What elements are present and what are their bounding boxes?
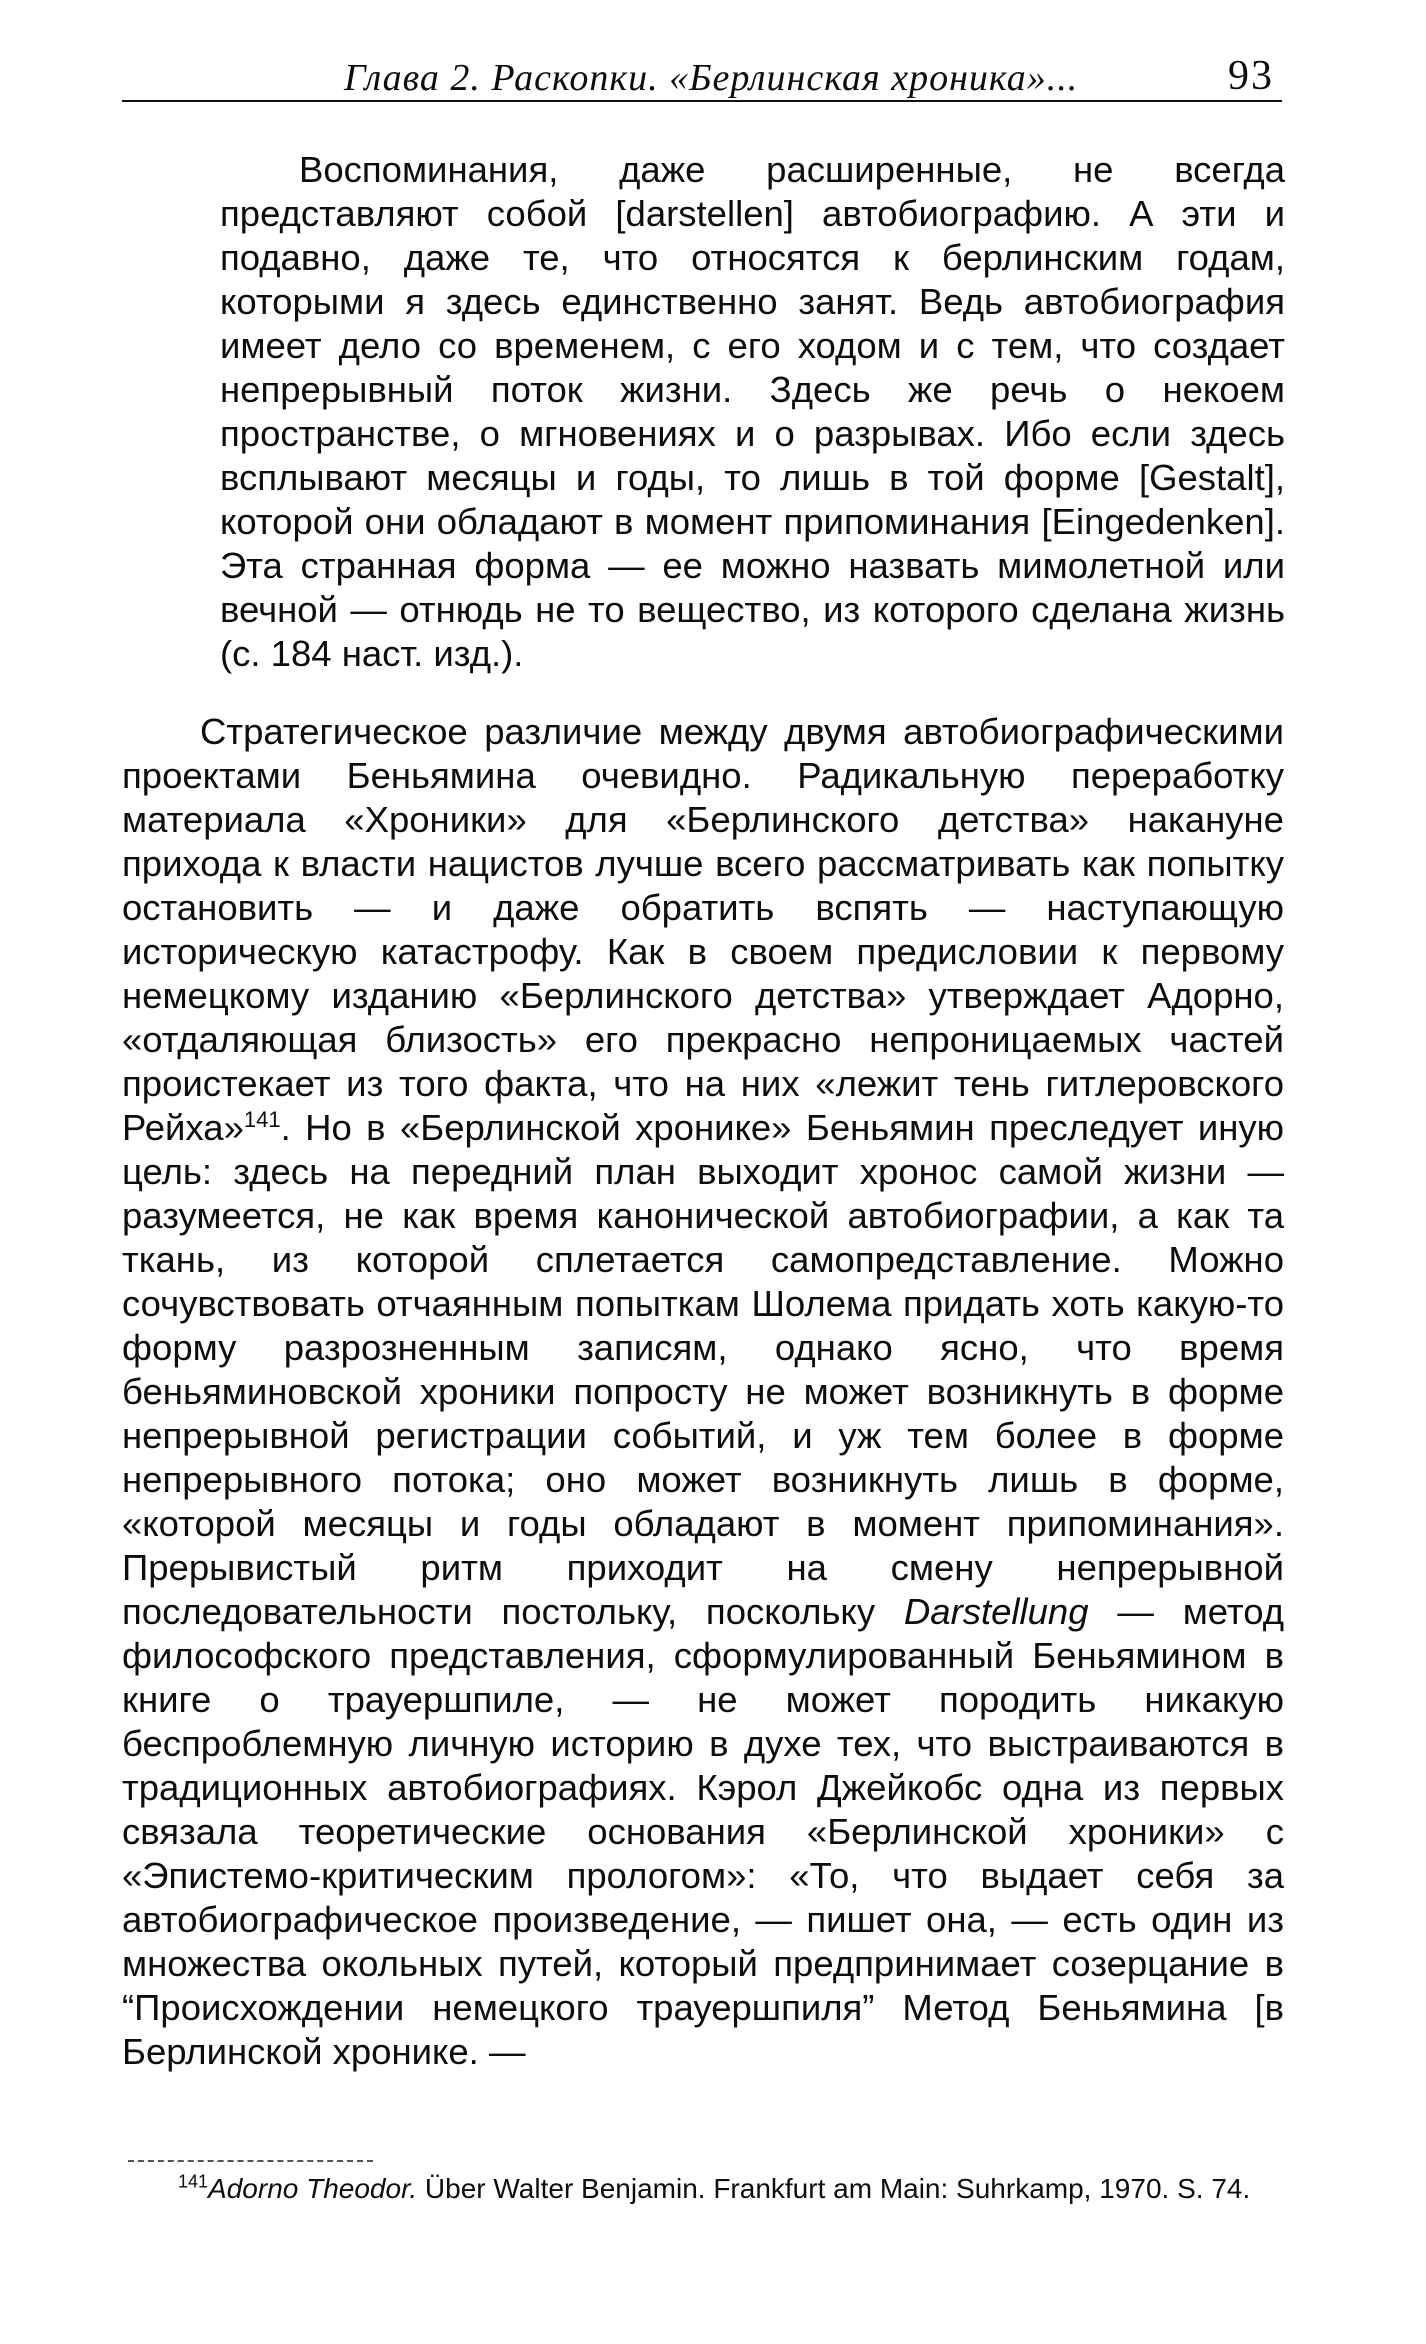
paragraph-text-2: . Но в «Берлинской хронике» Беньямин преследует иную цель: здесь на передний план выходит хронос самой жизни — разумеется, не как время канонической автобиографии, а как та ткань, из которой сплетается самопредставление. Можно сочувствовать отчаянным попыткам Шолема придать хоть какую-то форму разрозненным записям, однако ясно, что время беньяминовской хроники попросту не может возникнуть в форме непрерывной регистрации событий, и уж тем более в форме непрерывного потока; оно может возникнуть лишь в форме, «которой месяцы и годы обладают в момент припоминания». Прерывистый ритм приходит на смену непрерывной последовательности постольку, поскольку <box>122 1107 1284 1632</box>
running-title: Глава 2. Раскопки. «Берлинская хроника»... <box>344 57 1079 99</box>
footnote-separator <box>128 2160 373 2162</box>
paragraph-text-1: Стратегическое различие между двумя автобиографическими проектами Беньямина очевидно. Радикальную переработку материала «Хроники» для «Берлинского детства» накануне прихода к власти нацистов лучше всего рассматривать как попытку остановить — и даже обратить вспять — наступающую историческую катастрофу. Как в своем предисловии к первому немецкому изданию «Берлинского детства» утверждает Адорно, «отдаляющая близость» его прекрасно непроницаемых частей проистекает из того факта, что на них «лежит тень гитлеровского Рейха» <box>122 711 1284 1148</box>
italic-term: Darstellung <box>903 1591 1089 1632</box>
page-number: 93 <box>1228 53 1274 99</box>
footnote-reference[interactable]: 141 <box>243 1106 281 1132</box>
footnote-mark: 141 <box>178 2171 209 2192</box>
running-header <box>122 52 1282 102</box>
footnote-text: Über Walter Benjamin. Frankfurt am Main: Suhrkamp, 1970. S. 74. <box>417 2173 1251 2204</box>
footnote-author: Adorno Theodor. <box>208 2173 418 2204</box>
epigraph-quote: Воспоминания, даже расширенные, не всегда представляют собой [darstellen] автобиографию. А эти и подавно, даже те, что относятся к берлинским годам, которыми я здесь единственно занят. Ведь автобиография имеет дело со временем, с его ходом и с тем, что создает непрерывный поток жизни. Здесь же речь о некоем пространстве, о мгновениях и о разрывах. Ибо если здесь всплывают месяцы и годы, то лишь в той форме [Gestalt], которой они обладают в момент припоминания [Eingedenken]. Эта странная форма — ее можно назвать мимолетной или вечной — отнюдь не то вещество, из которого сделана жизнь (с. 184 наст. изд.). <box>220 149 1285 674</box>
paragraph-text-3: — метод философского представления, сформулированный Беньямином в книге о трауершпиле, — не может породить никакую беспроблемную личную историю в духе тех, что выстраиваются в традиционных автобиографиях. Кэрол Джейкобс одна из первых связала теоретические основания «Берлинской хроники» с «Эпистемо-критическим прологом»: «То, что выдает себя за автобиографическое произведение, — пишет она, — есть один из множества окольных путей, который предпринимает созерцание в “Происхождении немецкого трауершпиля” Метод Беньямина [в Берлинской хронике. — <box>122 1591 1284 2072</box>
main-paragraph <box>122 710 1284 2074</box>
footnote <box>122 2170 1287 2207</box>
